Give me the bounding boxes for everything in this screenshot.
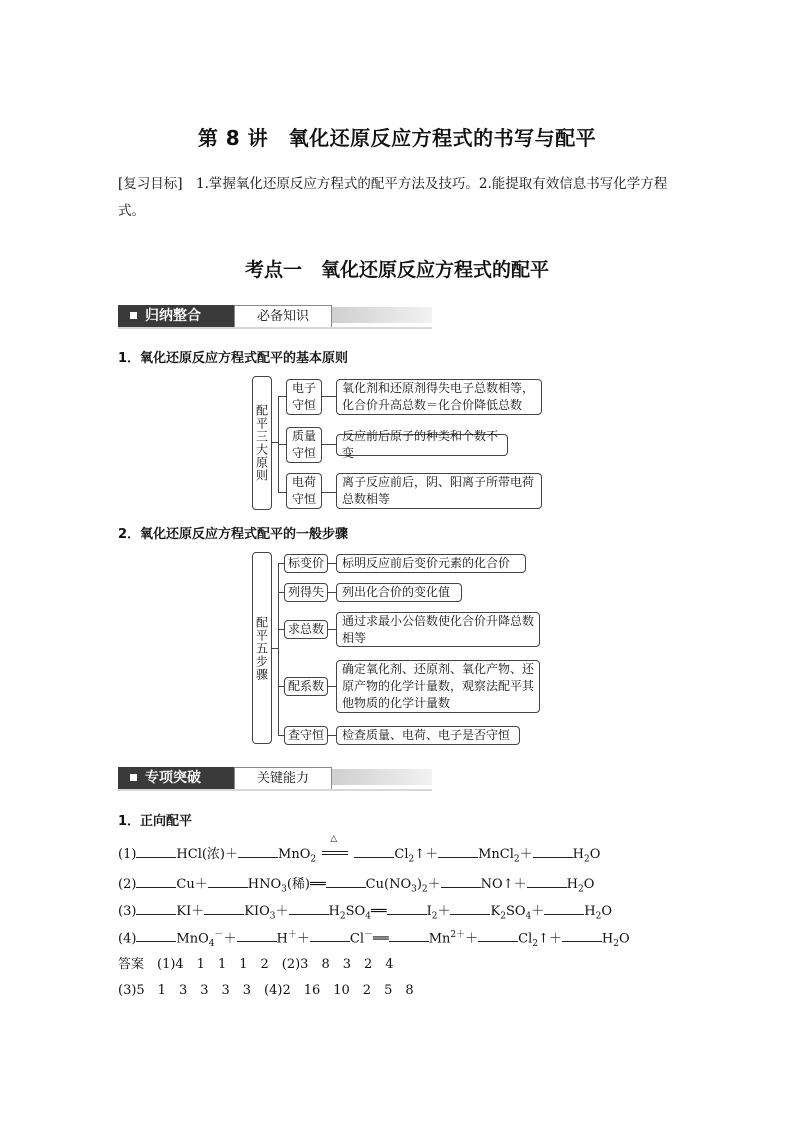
heat-triangle-icon: △	[330, 834, 338, 844]
band-underline	[118, 789, 432, 791]
connector	[322, 492, 336, 493]
band-decoration	[332, 769, 432, 785]
blank[interactable]	[562, 929, 602, 942]
step-label-mark-valence: 标变价	[284, 554, 328, 573]
connector	[322, 444, 336, 445]
connector	[278, 444, 286, 445]
blank[interactable]	[354, 845, 394, 858]
blank[interactable]	[310, 929, 350, 942]
steps-heading: 2．氧化还原反应方程式配平的一般步骤	[118, 527, 349, 542]
section-title: 考点一 氧化还原反应方程式的配平	[244, 259, 549, 281]
blank[interactable]	[208, 875, 248, 888]
blank[interactable]	[289, 902, 329, 915]
blank[interactable]	[387, 902, 427, 915]
blank[interactable]	[237, 929, 277, 942]
band-light-label: 必备知识	[234, 305, 332, 328]
blank[interactable]	[136, 875, 176, 888]
answer-line-1: 答案 (1)4 1 1 1 2 (2)3 8 3 2 4	[118, 957, 394, 972]
step-label-check: 查守恒	[284, 726, 328, 745]
steps-root: 配平五步骤	[252, 552, 272, 744]
blank[interactable]	[204, 902, 244, 915]
blank[interactable]	[136, 929, 176, 942]
blank[interactable]	[441, 875, 481, 888]
principle-desc-electron: 氧化剂和还原剂得失电子总数相等，化合价升高总数＝化合价降低总数	[336, 379, 542, 415]
band-light-label: 关键能力	[234, 767, 332, 790]
band-dark-label: 归纳整合	[118, 305, 234, 327]
connector	[328, 686, 336, 687]
step-desc-check: 检查质量、电荷、电子是否守恒	[336, 726, 520, 745]
connector	[328, 592, 336, 593]
principle-label-mass: 质量守恒	[286, 427, 322, 463]
step-desc-total: 通过求最小公倍数使化合价升降总数相等	[336, 612, 540, 647]
principle-label-electron: 电子守恒	[286, 379, 322, 415]
principles-root: 配平三大原则	[252, 376, 272, 510]
step-desc-mark-valence: 标明反应前后变价元素的化合价	[336, 554, 526, 573]
principles-heading: 1．氧化还原反应方程式配平的基本原则	[118, 351, 349, 366]
blank[interactable]	[527, 875, 567, 888]
principle-desc-charge: 离子反应前后，阴、阳离子所带电荷总数相等	[336, 473, 542, 509]
step-label-total: 求总数	[284, 620, 328, 639]
step-label-coefficient: 配系数	[284, 677, 328, 696]
review-goals	[118, 171, 688, 225]
connector	[328, 629, 336, 630]
step-desc-list-change: 列出化合价的变化值	[336, 583, 462, 602]
equation-2: (2) $Cu+ HNO_3$(稀)══ $Cu(NO_3)_2+$ NO↑＋ $H_2O$	[118, 877, 595, 895]
principle-label-charge: 电荷守恒	[286, 473, 322, 509]
band-underline	[118, 327, 432, 329]
heating-equals-sign	[320, 834, 350, 858]
connector	[328, 563, 336, 564]
blank[interactable]	[544, 902, 584, 915]
principle-desc-mass: 反应前后原子的种类和个数不变	[336, 434, 508, 456]
blank[interactable]	[389, 929, 429, 942]
review-text: 1.掌握氧化还原反应方程式的配平方法及技巧。2.能提取有效信息书写化学方程式。	[118, 176, 668, 219]
blank[interactable]	[326, 875, 366, 888]
blank[interactable]	[478, 929, 518, 942]
connector	[328, 735, 336, 736]
connector	[278, 396, 286, 397]
blank[interactable]	[136, 902, 176, 915]
square-bullet-icon	[130, 774, 137, 781]
equation-4: (4) MnO$_4$－＋ H＋＋ Cl－══ $Mn^{2+}+$ $Cl_2↑+ H_2O$	[118, 930, 630, 949]
steps-diagram	[252, 552, 544, 746]
connector	[278, 492, 286, 493]
blank[interactable]	[136, 845, 176, 858]
equation-1: (1) HCl(浓)＋ MnO$_2$ △ $Cl_2↑+$ MnCl$_2$＋ $H_2O$	[118, 834, 601, 865]
blank[interactable]	[438, 845, 478, 858]
forward-balance-heading: 1．正向配平	[118, 814, 193, 829]
lecture-title: 第 8 讲 氧化还原反应方程式的书写与配平	[197, 126, 597, 150]
review-tag: [复习目标]	[118, 176, 183, 192]
principles-diagram	[252, 376, 542, 510]
band-dark-label: 专项突破	[118, 767, 234, 789]
section-band-summary	[118, 305, 432, 327]
connector	[278, 563, 279, 735]
step-label-list-change: 列得失	[284, 583, 328, 602]
blank[interactable]	[450, 902, 490, 915]
blank[interactable]	[238, 845, 278, 858]
blank[interactable]	[533, 845, 573, 858]
step-desc-coefficient: 确定氧化剂、还原剂、氧化产物、还原产物的化学计量数，观察法配平其他物质的化学计量数	[336, 660, 540, 713]
section-band-practice	[118, 767, 432, 789]
answer-line-2: (3)5 1 3 3 3 3 (4)2 16 10 2 5 8	[118, 983, 414, 998]
square-bullet-icon	[130, 312, 137, 319]
connector	[322, 396, 336, 397]
band-decoration	[332, 307, 432, 323]
equation-3: (3) $KI+ KIO_3+$ $H_2SO_4══$ $I_2+ K_2SO_4+ H_2O$	[118, 904, 613, 922]
